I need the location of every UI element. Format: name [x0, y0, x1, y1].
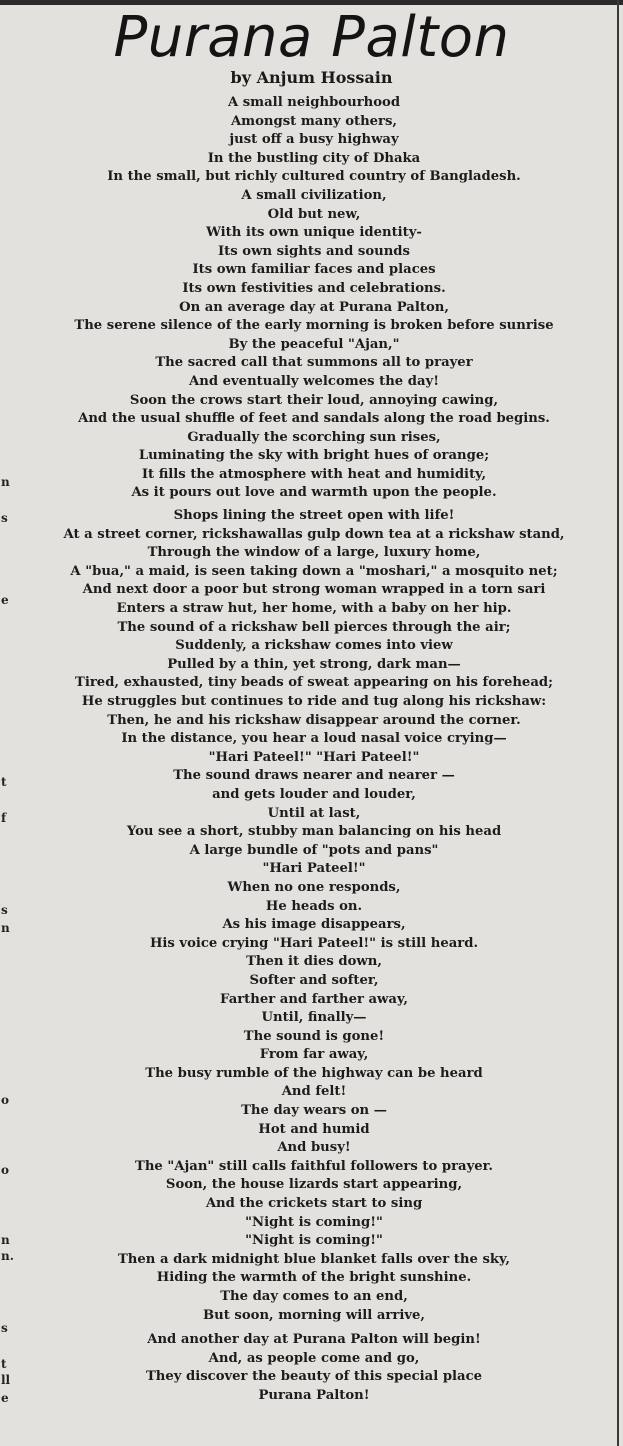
poem-line: When no one responds, [227, 879, 401, 895]
poem-line: Old but new, [267, 206, 361, 222]
poem-line: And next door a poor but strong woman wrapped in a torn sari [82, 582, 546, 598]
margin-fragment: s [1, 1321, 8, 1335]
poem-line: And eventually welcomes the day! [189, 373, 439, 389]
margin-fragment: n. [1, 1249, 14, 1263]
adjacent-column-fragments [0, 0, 14, 1446]
poem-line: And the usual shuffle of feet and sandals along the road begins. [78, 411, 550, 427]
poem-line: With its own unique identity- [206, 225, 422, 241]
poem-line: Then it dies down, [246, 954, 382, 970]
margin-fragment: f [1, 811, 7, 825]
poem-line: And busy! [277, 1140, 351, 1156]
poem-line: Softer and softer, [249, 972, 379, 988]
poem-line: And felt! [281, 1084, 347, 1100]
margin-fragment: e [1, 1391, 9, 1405]
poem-line: A small civilization, [241, 187, 387, 203]
poem-line: The sound draws nearer and nearer — [173, 768, 455, 784]
poem-line: and gets louder and louder, [212, 786, 416, 802]
poem-line: Its own familiar faces and places [192, 262, 436, 278]
poem-line: Pulled by a thin, yet strong, dark man— [167, 656, 461, 672]
poem-line: The sound of a rickshaw bell pierces through the air; [117, 619, 511, 635]
poem-line: He heads on. [265, 898, 363, 914]
poem-stanza-3 [14, 1331, 614, 1405]
margin-fragment: ll [1, 1373, 11, 1387]
margin-fragment: n [1, 475, 10, 489]
poem-line: They discover the beauty of this special place [145, 1369, 483, 1385]
poem-line: The sound is gone! [243, 1028, 385, 1044]
poem-line: Amongst many others, [230, 113, 398, 129]
poem-line: The serene silence of the early morning is broken before sunrise [74, 318, 554, 334]
poem-line: Suddenly, a rickshaw comes into view [175, 638, 453, 654]
poem-line: Soon, the house lizards start appearing, [165, 1177, 463, 1193]
poem-line: But soon, morning will arrive, [203, 1307, 425, 1323]
margin-fragment: n [1, 1233, 10, 1247]
margin-fragment: s [1, 903, 8, 917]
margin-fragment: t [1, 1357, 7, 1371]
poem-stanza-1 [14, 94, 614, 503]
margin-fragment: t [1, 775, 7, 789]
poem-line: Its own sights and sounds [218, 243, 410, 259]
margin-fragment: o [1, 1163, 10, 1177]
poem-line: "Night is coming!" [245, 1214, 383, 1230]
poem-line: His voice crying "Hari Pateel!" is still heard. [149, 935, 479, 951]
poem-line: Shops lining the street open with life! [173, 508, 455, 524]
poem-line: Its own festivities and celebrations. [182, 280, 446, 296]
poem-line: "Night is coming!" [245, 1233, 383, 1249]
poem-line: The sacred call that summons all to prayer [155, 355, 473, 371]
poem-line: A "bua," a maid, is seen taking down a "moshari," a mosquito net; [70, 563, 558, 579]
poem-line: Then a dark midnight blue blanket falls over the sky, [117, 1251, 511, 1267]
poem-line: Until at last, [267, 805, 361, 821]
poem-line: The day wears on — [241, 1103, 387, 1119]
poem-line: The day comes to an end, [220, 1289, 408, 1304]
poem-line: He struggles but continues to ride and tug along his rickshaw: [81, 694, 547, 709]
poem-line: Soon the crows start their loud, annoying cawing, [129, 392, 499, 408]
poem-line: A large bundle of "pots and pans" [189, 842, 439, 858]
poem-line: The busy rumble of the highway can be heard [145, 1065, 483, 1081]
poem-line: The "Ajan" still calls faithful followers to prayer. [135, 1158, 493, 1174]
poem-line: And, as people come and go, [208, 1350, 420, 1366]
poem-line: And another day at Purana Palton will begin! [147, 1332, 481, 1348]
poem-line: "Hari Pateel!" "Hari Pateel!" [208, 749, 420, 765]
poem-line: just off a busy highway [229, 132, 399, 148]
poem-line: You see a short, stubby man balancing on his head [126, 824, 502, 840]
poem-line: In the bustling city of Dhaka [207, 150, 421, 166]
poem-stanza-2 [14, 507, 614, 1325]
poem-line: At a street corner, rickshawallas gulp down tea at a rickshaw stand, [63, 526, 565, 542]
author-byline: by Anjum Hossain [230, 68, 393, 87]
right-column-rule [617, 0, 619, 1446]
poem-line: "Hari Pateel!" [262, 861, 366, 877]
poem-line: It fills the atmosphere with heat and humidity, [141, 466, 487, 482]
poem-line: Enters a straw hut, her home, with a baby on her hip. [116, 601, 512, 617]
margin-fragment: o [1, 1093, 10, 1107]
poem-line: On an average day at Purana Palton, [179, 299, 449, 315]
poem-line: As it pours out love and warmth upon the people. [131, 485, 497, 501]
poem-line: By the peaceful "Ajan," [228, 336, 400, 352]
poem-line: Luminating the sky with bright hues of orange; [138, 448, 490, 464]
poem-line: A small neighbourhood [227, 95, 401, 110]
poem-line: Gradually the scorching sun rises, [187, 429, 441, 445]
poem-line: And the crickets start to sing [205, 1196, 423, 1212]
margin-fragment: s [1, 511, 8, 525]
poem-line: In the distance, you hear a loud nasal voice crying— [121, 731, 507, 747]
poem-line: Until, finally— [261, 1010, 367, 1026]
poem-line: As his image disappears, [222, 917, 406, 933]
margin-fragment: n [1, 921, 10, 935]
poem-body [14, 94, 614, 1406]
poem-line: From far away, [259, 1047, 369, 1063]
poem-line: Hot and humid [258, 1121, 370, 1137]
poem-line: Farther and farther away, [220, 991, 408, 1007]
poem-line: In the small, but richly cultured country of Bangladesh. [107, 169, 521, 185]
margin-fragment: e [1, 593, 9, 607]
poem-line: Then, he and his rickshaw disappear around the corner. [107, 712, 521, 728]
poem-line: Through the window of a large, luxury home, [147, 545, 481, 561]
poem-line: Hiding the warmth of the bright sunshine. [156, 1270, 472, 1286]
poem-line: Tired, exhausted, tiny beads of sweat appearing on his forehead; [75, 675, 553, 691]
poem-line: Purana Palton! [258, 1387, 370, 1403]
poem-title: Purana Palton [113, 5, 510, 70]
